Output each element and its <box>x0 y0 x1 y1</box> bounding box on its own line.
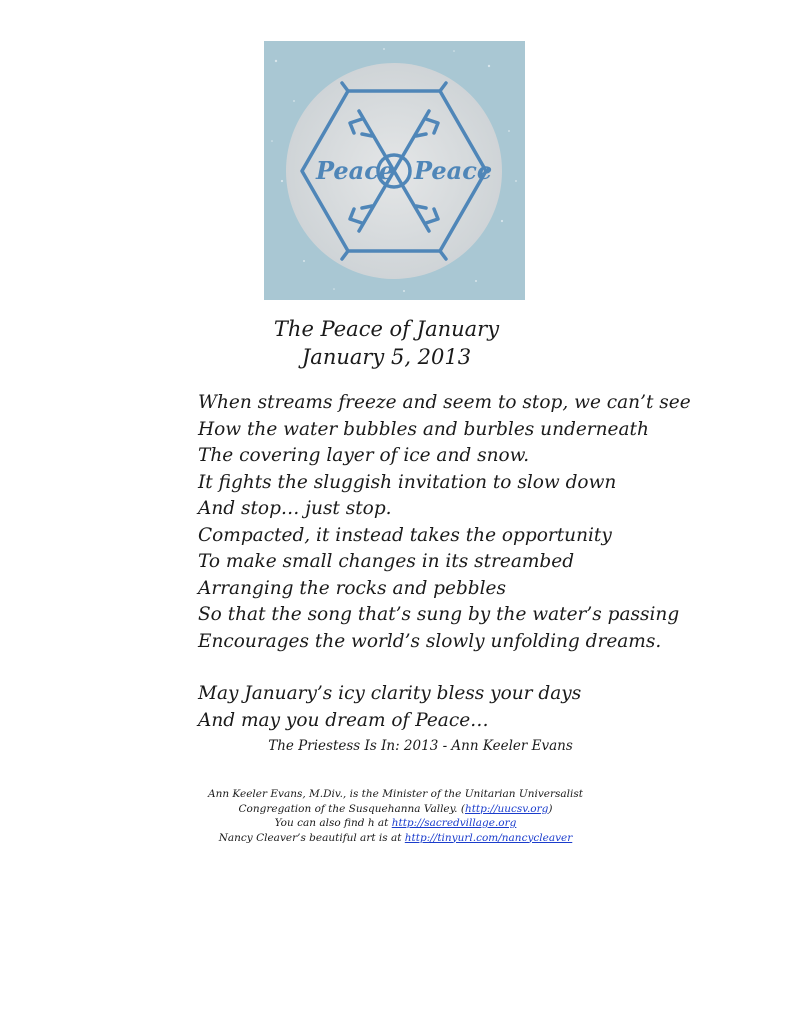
snowflake-peace-icon <box>264 41 525 300</box>
snowflake-artwork <box>264 41 525 300</box>
footer-text: ) <box>548 802 553 815</box>
poem-body <box>198 390 758 734</box>
credit-text: The Priestess Is In: 2013 - Ann Keeler Evans <box>268 738 573 754</box>
footer-bio-line: Ann Keeler Evans, M.Div., is the Minister of the Unitarian Universalist <box>207 788 583 800</box>
footer-art-line <box>0 831 791 846</box>
poem-line: And may you dream of Peace… <box>198 709 489 731</box>
poem-line: May January’s icy clarity bless your days <box>198 683 582 704</box>
poem-line: It fights the sluggish invitation to slow down <box>198 471 617 493</box>
poem-line: Arranging the rocks and pebbles <box>198 577 506 599</box>
poem-line: So that the song that’s sung by the water’s passing <box>198 604 680 625</box>
uucsv-link[interactable]: http://uucsv.org <box>464 802 549 815</box>
poem-line: Encourages the world’s slowly unfolding dreams. <box>198 630 662 652</box>
footer-text: Nancy Cleaver’s beautiful art is at <box>218 831 405 844</box>
footer-text: Congregation of the Susquehanna Valley. ( <box>238 802 465 815</box>
footer-text: You can also find h at <box>274 817 392 829</box>
art-word-left: Peace <box>316 156 395 185</box>
art-word-right: Peace <box>414 156 493 185</box>
poem-date: January 5, 2013 <box>301 345 472 369</box>
nancycleaver-link[interactable]: http://tinyurl.com/nancycleaver <box>404 831 573 844</box>
author-footer <box>0 787 791 845</box>
poem-heading <box>0 315 791 371</box>
poem-line: When streams freeze and seem to stop, we can’t see <box>198 392 691 413</box>
poem-line: How the water bubbles and burbles underneath <box>198 418 649 440</box>
sacredvillage-link[interactable]: http://sacredvillage.org <box>391 817 517 829</box>
poem-line: Compacted, it instead takes the opportunity <box>198 524 612 546</box>
poem-line: To make small changes in its streambed <box>198 551 575 572</box>
footer-congregation-line <box>0 802 791 817</box>
poem-line: The covering layer of ice and snow. <box>198 445 530 466</box>
stanza-gap <box>198 655 758 681</box>
poem-credit <box>0 738 791 754</box>
poem-line: And stop… just stop. <box>198 498 392 519</box>
poem-title: The Peace of January <box>273 317 500 341</box>
footer-sacredvillage-line <box>0 816 791 831</box>
